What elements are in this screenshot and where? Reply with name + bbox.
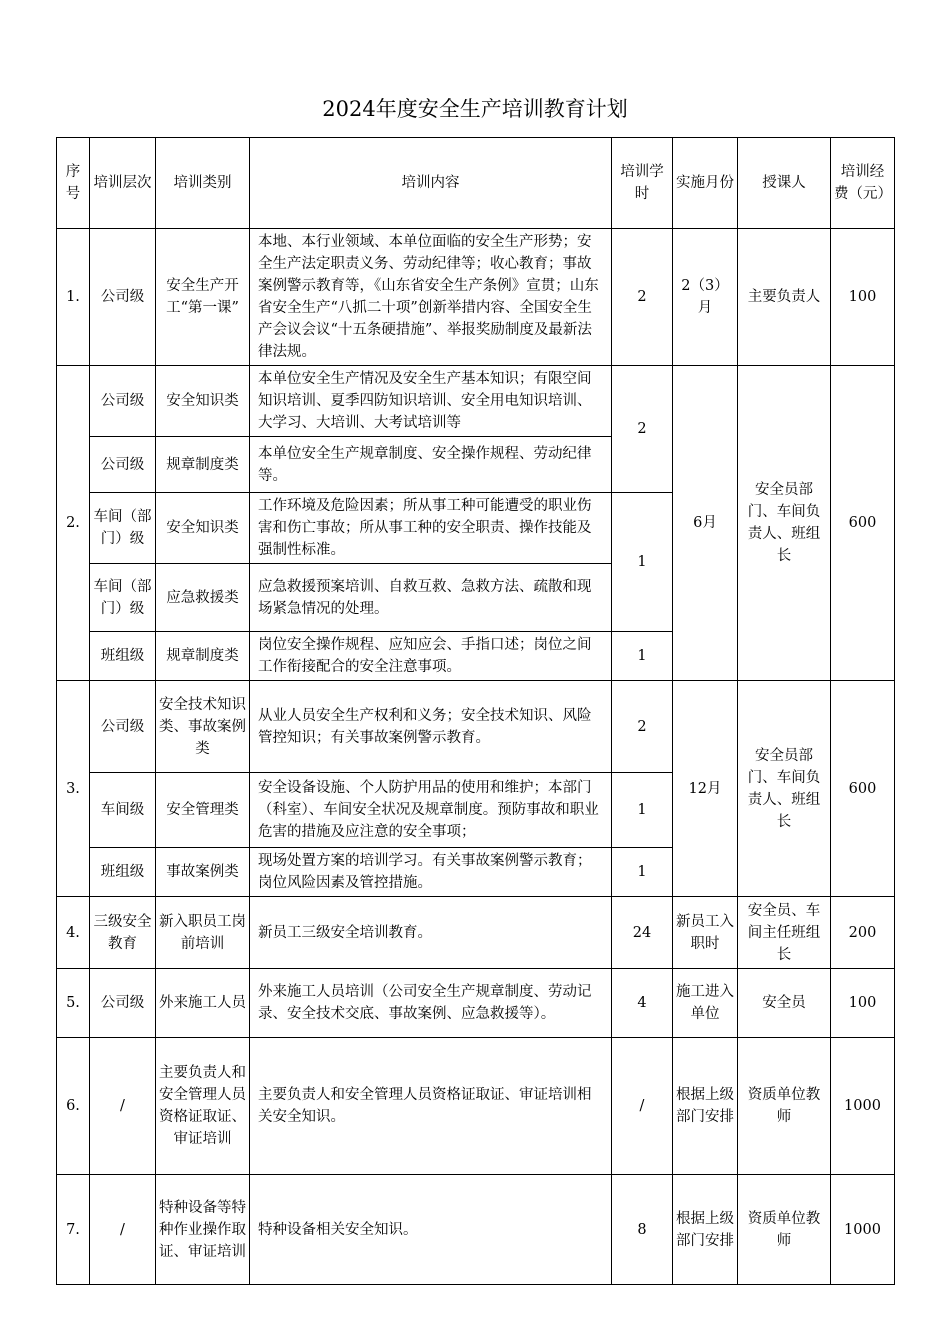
training-category: 安全知识类 [156,366,250,437]
training-cost: 100 [831,229,895,366]
training-month: 施工进入单位 [673,969,738,1038]
row-number: 7. [57,1175,90,1285]
training-cost: 1000 [831,1038,895,1175]
training-content: 主要负责人和安全管理人员资格证取证、审证培训相关安全知识。 [250,1038,612,1175]
training-level: 公司级 [90,969,156,1038]
header-hours: 培训学时 [612,138,673,229]
training-hours: 2 [612,229,673,366]
table-row [57,897,895,969]
training-category: 安全管理类 [156,773,250,848]
training-level: 公司级 [90,366,156,437]
training-level: 公司级 [90,437,156,493]
row-number: 5. [57,969,90,1038]
training-month: 根据上级部门安排 [673,1038,738,1175]
training-category: 安全知识类 [156,493,250,564]
training-hours: 1 [612,632,673,681]
header-level: 培训层次 [90,138,156,229]
header-content: 培训内容 [250,138,612,229]
training-level: 公司级 [90,229,156,366]
training-content: 从业人员安全生产权利和义务；安全技术知识、风险管控知识；有关事故案例警示教育。 [250,681,612,773]
training-month: 12月 [673,681,738,897]
training-hours: 4 [612,969,673,1038]
header-category: 培训类别 [156,138,250,229]
training-cost: 600 [831,366,895,681]
training-level: / [90,1175,156,1285]
training-level: 车间（部门）级 [90,564,156,632]
row-number: 1. [57,229,90,366]
training-category: 主要负责人和安全管理人员资格证取证、审证培训 [156,1038,250,1175]
training-content: 应急救援预案培训、自救互救、急救方法、疏散和现场紧急情况的处理。 [250,564,612,632]
header-row [57,138,895,229]
training-hours: 8 [612,1175,673,1285]
training-level: 车间级 [90,773,156,848]
training-category: 特种设备等特种作业操作取证、审证培训 [156,1175,250,1285]
training-category: 规章制度类 [156,437,250,493]
table-row [57,1175,895,1285]
training-category: 外来施工人员 [156,969,250,1038]
training-hours: 1 [612,848,673,897]
training-level: 公司级 [90,681,156,773]
training-plan-table [56,137,895,1285]
training-month: 2（3）月 [673,229,738,366]
training-category: 规章制度类 [156,632,250,681]
training-category: 安全生产开工“第一课” [156,229,250,366]
training-hours: 24 [612,897,673,969]
training-level: / [90,1038,156,1175]
page-title: 2024年度安全生产培训教育计划 [322,97,628,121]
row-number: 6. [57,1038,90,1175]
table-row [57,1038,895,1175]
training-level: 班组级 [90,632,156,681]
header-month: 实施月份 [673,138,738,229]
table-row [57,681,895,773]
training-hours: 2 [612,366,673,493]
training-level: 班组级 [90,848,156,897]
training-month: 根据上级部门安排 [673,1175,738,1285]
training-category: 事故案例类 [156,848,250,897]
lecturer: 安全员部门、车间负责人、班组长 [738,366,831,681]
header-no: 序号 [57,138,90,229]
lecturer: 资质单位教师 [738,1038,831,1175]
training-content: 现场处置方案的培训学习。有关事故案例警示教育；岗位风险因素及管控措施。 [250,848,612,897]
row-number: 3. [57,681,90,897]
training-content: 新员工三级安全培训教育。 [250,897,612,969]
training-content: 岗位安全操作规程、应知应会、手指口述；岗位之间工作衔接配合的安全注意事项。 [250,632,612,681]
training-category: 安全技术知识类、事故案例类 [156,681,250,773]
row-number: 2. [57,366,90,681]
training-content: 本单位安全生产规章制度、安全操作规程、劳动纪律等。 [250,437,612,493]
lecturer: 资质单位教师 [738,1175,831,1285]
row-number: 4. [57,897,90,969]
training-content: 安全设备设施、个人防护用品的使用和维护；本部门（科室）、车间安全状况及规章制度。预防事故和职业危害的措施及应注意的安全事项； [250,773,612,848]
training-month: 新员工入职时 [673,897,738,969]
training-content: 外来施工人员培训（公司安全生产规章制度、劳动记录、安全技术交底、事故案例、应急救援等）。 [250,969,612,1038]
table-row [57,366,895,437]
training-cost: 100 [831,969,895,1038]
header-cost: 培训经费（元） [831,138,895,229]
header-lecturer: 授课人 [738,138,831,229]
training-content: 本单位安全生产情况及安全生产基本知识；有限空间知识培训、夏季四防知识培训、安全用电知识培训、大学习、大培训、大考试培训等 [250,366,612,437]
training-cost: 600 [831,681,895,897]
lecturer: 主要负责人 [738,229,831,366]
table-row [57,229,895,366]
lecturer: 安全员、车间主任班组长 [738,897,831,969]
training-content: 本地、本行业领域、本单位面临的安全生产形势；安全生产法定职责义务、劳动纪律等；收心教育；事故案例警示教育等，《山东省安全生产条例》宣贯；山东省安全生产“八抓二十项”创新举措内容、全国安全生产会议会议“十五条硬措施”、举报奖励制度及最新法律法规。 [250,229,612,366]
training-content: 特种设备相关安全知识。 [250,1175,612,1285]
training-cost: 200 [831,897,895,969]
training-cost: 1000 [831,1175,895,1285]
training-level: 三级安全教育 [90,897,156,969]
lecturer: 安全员部门、车间负责人、班组长 [738,681,831,897]
training-level: 车间（部门）级 [90,493,156,564]
training-month: 6月 [673,366,738,681]
training-category: 新入职员工岗前培训 [156,897,250,969]
training-hours: / [612,1038,673,1175]
training-hours: 1 [612,493,673,632]
training-hours: 2 [612,681,673,773]
training-hours: 1 [612,773,673,848]
table-row [57,969,895,1038]
lecturer: 安全员 [738,969,831,1038]
training-content: 工作环境及危险因素；所从事工种可能遭受的职业伤害和伤亡事故；所从事工种的安全职责、操作技能及强制性标准。 [250,493,612,564]
training-category: 应急救援类 [156,564,250,632]
